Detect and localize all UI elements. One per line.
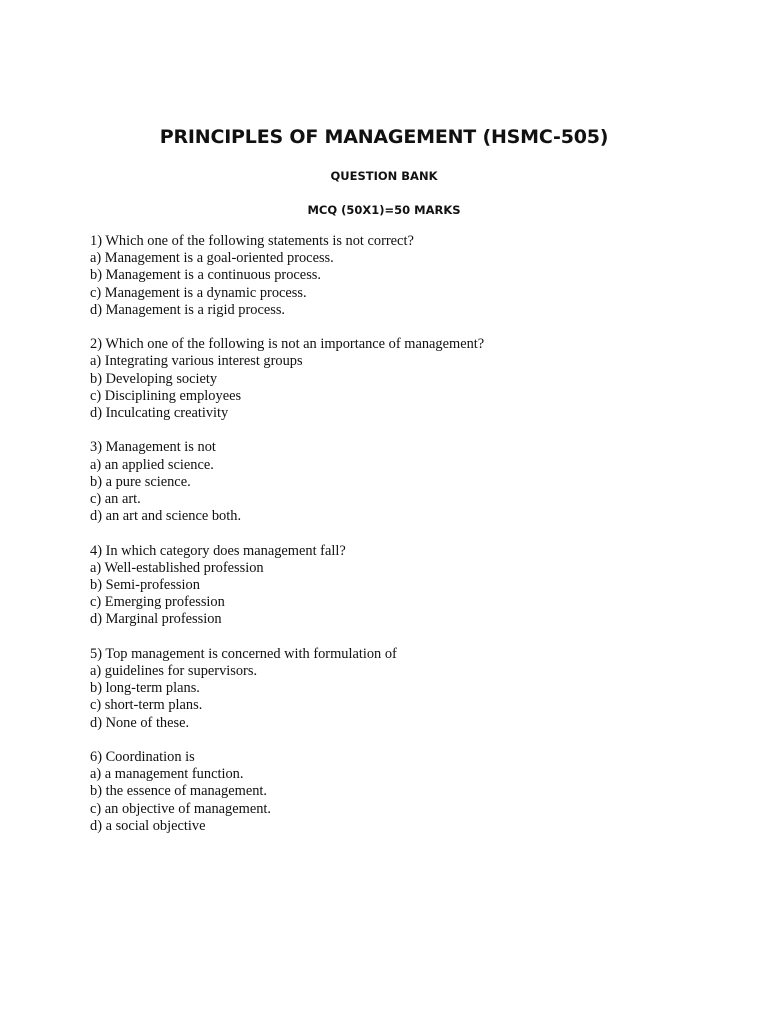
- answer-option: b) Semi-profession: [90, 577, 200, 594]
- question-item: [90, 233, 730, 319]
- answer-option: c) an art.: [90, 491, 141, 508]
- answer-option: b) long-term plans.: [90, 680, 200, 697]
- question-stem: 2) Which one of the following is not an importance of management?: [90, 336, 485, 353]
- question-item: [90, 543, 730, 629]
- answer-option: c) Disciplining employees: [90, 387, 242, 404]
- answer-option: a) guidelines for supervisors.: [90, 663, 258, 680]
- answer-option: c) Management is a dynamic process.: [90, 284, 307, 301]
- answer-option: b) Developing society: [90, 370, 218, 387]
- answer-option: a) a management function.: [90, 766, 244, 783]
- question-stem: 3) Management is not: [90, 439, 216, 456]
- question-item: [90, 439, 730, 525]
- answer-option: b) the essence of management.: [90, 783, 268, 800]
- question-item: [90, 336, 730, 422]
- answer-option: a) Management is a goal-oriented process.: [90, 250, 334, 267]
- document-subtitle: QUESTION BANK: [330, 169, 438, 183]
- question-item: [90, 646, 730, 732]
- answer-option: c) Emerging profession: [90, 594, 225, 611]
- answer-option: c) an objective of management.: [90, 800, 272, 817]
- question-stem: 5) Top management is concerned with formulation of: [90, 645, 397, 662]
- answer-option: d) Marginal profession: [90, 611, 222, 628]
- answer-option: d) Inculcating creativity: [90, 405, 229, 422]
- answer-option: d) Management is a rigid process.: [90, 301, 286, 318]
- answer-option: c) short-term plans.: [90, 697, 203, 714]
- answer-option: d) an art and science both.: [90, 508, 242, 525]
- answer-option: b) Management is a continuous process.: [90, 267, 321, 284]
- answer-option: a) an applied science.: [90, 456, 214, 473]
- question-item: [90, 749, 730, 835]
- answer-option: d) None of these.: [90, 714, 190, 731]
- section-heading: MCQ (50X1)=50 MARKS: [307, 203, 461, 217]
- question-stem: 4) In which category does management fall?: [90, 542, 346, 559]
- question-stem: 6) Coordination is: [90, 749, 195, 766]
- document-title: PRINCIPLES OF MANAGEMENT (HSMC-505): [159, 126, 609, 148]
- answer-option: a) Well-established profession: [90, 559, 264, 576]
- answer-option: a) Integrating various interest groups: [90, 353, 303, 370]
- answer-option: b) a pure science.: [90, 473, 191, 490]
- question-list: [90, 233, 730, 852]
- question-stem: 1) Which one of the following statements is not correct?: [90, 233, 414, 249]
- answer-option: d) a social objective: [90, 817, 206, 834]
